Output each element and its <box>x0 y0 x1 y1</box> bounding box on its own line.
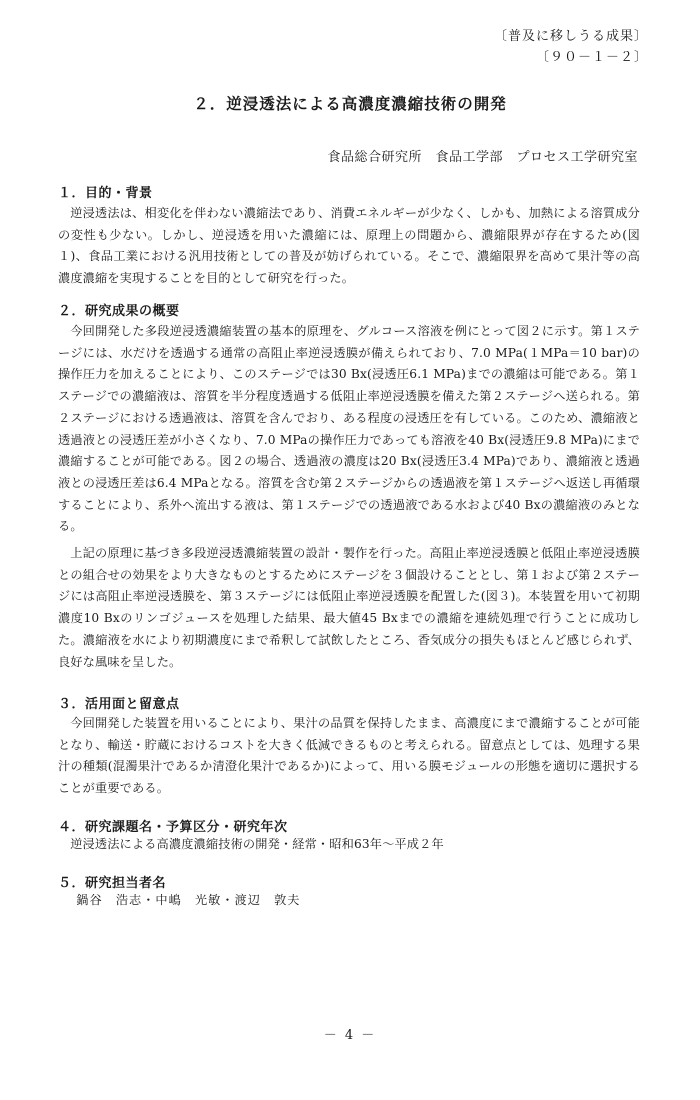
section-heading-project: ４．研究課題名・予算区分・研究年次 <box>58 820 288 835</box>
section-heading-application: ３．活用面と留意点 <box>58 697 180 712</box>
page-number: － 4 － <box>323 1028 377 1043</box>
section-heading-researchers: ５．研究担当者名 <box>58 876 167 891</box>
section-results-paragraph-2: 上記の原理に基づき多段逆浸透濃縮装置の設計・製作を行った。高阻止率逆浸透膜と低阻止率逆浸透膜との組合せの効果をより大きなものとするためにステージを３個設けることとし、第１および第２ステージには高阻止率逆浸透膜を、第３ステージには低阻止率逆浸透膜を配置した(図３)。本装置を用いて初期濃度10 Bxのリンゴジュースを処理した結果、最大値45 Bxまでの濃縮を連続処理で行うことに成功した。濃縮液を水により初期濃度にまで希釈して試飲したところ、香気成分の損失もほとんど感じられず、良好な風味を呈した。 <box>58 546 640 669</box>
researcher-names: 鍋谷 浩志・中嶋 光敏・渡辺 敦夫 <box>76 893 301 907</box>
section-results-paragraph-1: 今回開発した多段逆浸透濃縮装置の基本的原理を、グルコース溶液を例にとって図２に示す。第１ステージには、水だけを透過する通常の高阻止率逆浸透膜が備えられており、7.0 MPa(１MPa＝10 bar)の操作圧力を加えることにより、このステージでは30 Bx(浸透圧6.1 MPa)までの濃縮は可能である。第１ステージでの濃縮液は、溶質を半分程度透過する低阻止率逆浸透膜を備えた第２ステージへ送られる。第２ステージにおける透過液は、溶質を含んでおり、ある程度の浸透圧を有している。このため、濃縮液と透過液との浸透圧差が小さくなり、7.0 MPaの操作圧力であっても溶液を40 Bx(浸透圧9.8 MPa)にまで濃縮することが可能である。図２の場合、透過液の濃度は20 Bx(浸透圧3.4 MPa)であり、濃縮液と透過液との浸透圧差は6.4 MPaとなる。溶質を含む第２ステージからの透過液を第１ステージへ返送し再循環することにより、系外へ流出する液は、第１ステージでの透過液である水および40 Bxの濃縮液のみとなる。 <box>58 324 640 534</box>
section-heading-results: ２．研究成果の概要 <box>58 304 180 319</box>
section-application-paragraph: 今回開発した装置を用いることにより、果汁の品質を保持したまま、高濃度にまで濃縮することが可能となり、輸送・貯蔵におけるコストを大きく低減できるものと考えられる。留意点としては、処理する果汁の種類(混濁果汁であるか清澄化果汁であるか)によって、用いる膜モジュールの形態を適切に選択することが重要である。 <box>58 716 640 796</box>
report-number: 〔９０－１－２〕 <box>535 50 648 65</box>
document-title: ２．逆浸透法による高濃度濃縮技術の開発 <box>193 95 507 113</box>
report-category-tag <box>494 26 648 68</box>
section-purpose-paragraph: 逆浸透法は、相変化を伴わない濃縮法であり、消費エネルギーが少なく、しかも、加熱による溶質成分の変性も少ない。しかし、逆浸透を用いた濃縮には、原理上の問題から、濃縮限界が存在するため(図１)、食品工業における汎用技術としての普及が妨げられている。そこで、濃縮限界を高めて果汁等の高濃度濃縮を実現することを目的として研究を行った。 <box>58 206 640 286</box>
section-project-paragraph: 逆浸透法による高濃度濃縮技術の開発・経常・昭和63年～平成２年 <box>70 837 444 851</box>
section-heading-purpose: １．目的・背景 <box>58 186 153 201</box>
affiliation: 食品総合研究所 食品工学部 プロセス工学研究室 <box>327 150 638 165</box>
category-label: 〔普及に移しうる成果〕 <box>493 29 648 44</box>
